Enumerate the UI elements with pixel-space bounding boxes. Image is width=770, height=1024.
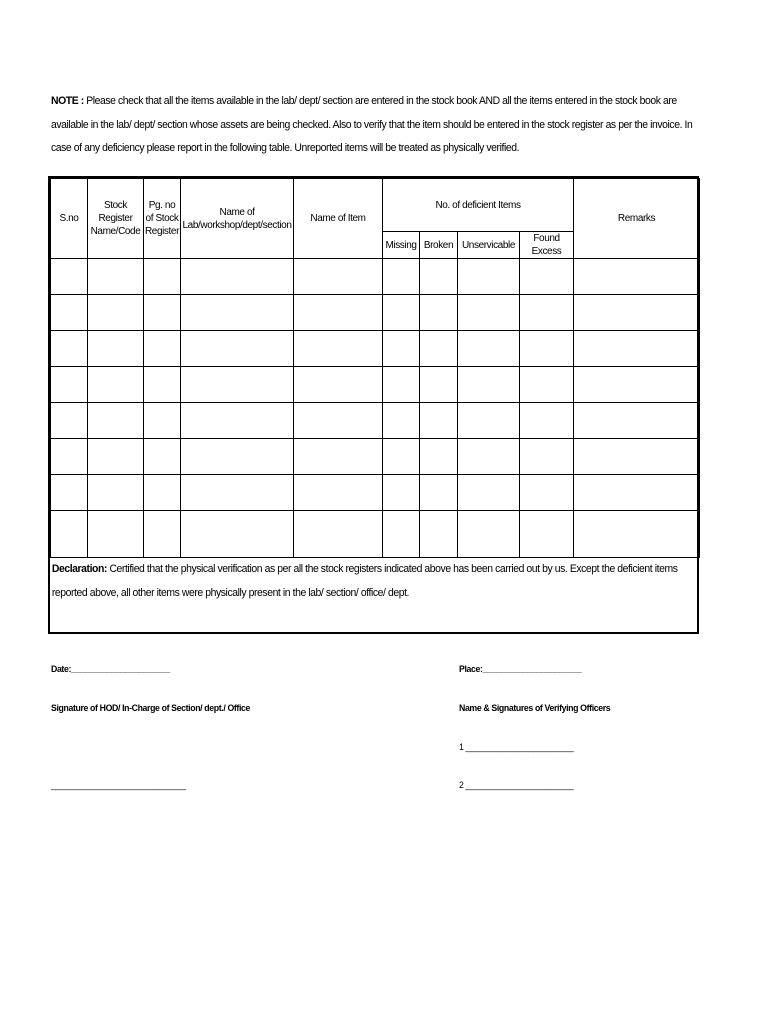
table-cell[interactable] — [88, 475, 144, 511]
table-cell[interactable] — [294, 259, 383, 295]
place-label: Place:______________________ — [459, 664, 582, 675]
table-cell[interactable] — [574, 367, 700, 403]
table-cell[interactable] — [574, 511, 700, 558]
hod-signature-line[interactable]: ______________________________ — [51, 780, 186, 791]
note-paragraph — [51, 90, 702, 161]
table-cell[interactable] — [574, 295, 700, 331]
table-cell[interactable] — [181, 475, 294, 511]
table-cell[interactable] — [144, 475, 181, 511]
date-label: Date:______________________ — [51, 664, 170, 675]
table-row — [51, 331, 700, 367]
deficiency-table — [50, 178, 700, 558]
table-cell[interactable] — [520, 367, 574, 403]
table-cell[interactable] — [383, 295, 420, 331]
place-field[interactable] — [459, 664, 581, 675]
table-cell[interactable] — [294, 295, 383, 331]
table-cell[interactable] — [144, 295, 181, 331]
table-cell[interactable] — [520, 511, 574, 558]
table-row — [51, 403, 700, 439]
hod-signature-label — [51, 703, 250, 714]
header-remarks: Remarks — [574, 179, 700, 259]
table-cell[interactable] — [294, 403, 383, 439]
table-cell[interactable] — [88, 367, 144, 403]
table-cell[interactable] — [420, 259, 458, 295]
table-cell[interactable] — [51, 331, 88, 367]
header-pg-no: Pg. no of Stock Register — [144, 179, 181, 259]
table-cell[interactable] — [383, 331, 420, 367]
table-cell[interactable] — [51, 295, 88, 331]
table-cell[interactable] — [51, 259, 88, 295]
table-cell[interactable] — [458, 259, 520, 295]
table-cell[interactable] — [574, 475, 700, 511]
table-cell[interactable] — [181, 511, 294, 558]
table-row — [51, 295, 700, 331]
table-cell[interactable] — [294, 475, 383, 511]
declaration-text: Certified that the physical verification as per all the stock registers indicated above has been carried out by us. Except the deficient items reported above, all other items were physically present in the lab/ section/ office/ dept. — [51, 563, 678, 599]
table-cell[interactable] — [51, 511, 88, 558]
table-cell[interactable] — [181, 439, 294, 475]
table-cell[interactable] — [181, 295, 294, 331]
table-cell[interactable] — [51, 475, 88, 511]
table-cell[interactable] — [144, 259, 181, 295]
table-cell[interactable] — [383, 439, 420, 475]
table-body — [51, 259, 700, 558]
table-cell[interactable] — [88, 439, 144, 475]
header-name-lab: Name of Lab/workshop/dept/section — [181, 179, 294, 259]
table-cell[interactable] — [420, 439, 458, 475]
officer-1-line[interactable]: 1 ________________________ — [459, 742, 574, 753]
table-cell[interactable] — [574, 403, 700, 439]
table-cell[interactable] — [88, 331, 144, 367]
table-cell[interactable] — [574, 439, 700, 475]
table-cell[interactable] — [294, 439, 383, 475]
table-cell[interactable] — [520, 259, 574, 295]
subheader-unservicable: Unservicable — [458, 232, 520, 259]
table-row — [51, 259, 700, 295]
table-cell[interactable] — [51, 367, 88, 403]
table-cell[interactable] — [181, 331, 294, 367]
header-name-item: Name of Item — [294, 179, 383, 259]
table-cell[interactable] — [420, 331, 458, 367]
table-cell[interactable] — [420, 295, 458, 331]
table-cell[interactable] — [420, 367, 458, 403]
table-row — [51, 439, 700, 475]
subheader-broken: Broken — [420, 232, 458, 259]
table-cell[interactable] — [144, 511, 181, 558]
table-cell[interactable] — [574, 331, 700, 367]
table-cell[interactable] — [51, 403, 88, 439]
table-cell[interactable] — [88, 511, 144, 558]
table-cell[interactable] — [144, 439, 181, 475]
table-cell[interactable] — [88, 295, 144, 331]
table-cell[interactable] — [88, 403, 144, 439]
note-label: NOTE : — [51, 95, 84, 107]
header-stock-register: Stock Register Name/Code — [88, 179, 144, 259]
subheader-missing: Missing — [383, 232, 420, 259]
table-cell[interactable] — [181, 259, 294, 295]
table-cell[interactable] — [520, 403, 574, 439]
deficiency-form — [48, 176, 699, 634]
table-cell[interactable] — [144, 403, 181, 439]
table-cell[interactable] — [294, 511, 383, 558]
table-cell[interactable] — [520, 331, 574, 367]
date-field[interactable] — [51, 664, 170, 675]
note-text: Please check that all the items available in the lab/ dept/ section are entered in the stock book AND all the items entered in the stock book are available in the lab/ dept/ section whose assets are being checked. Also to verify that the item should be entered in the stock register as per the invoice. In case of any deficiency please report in the following table. Unreported items will be treated as physically verified. — [51, 95, 693, 154]
table-cell[interactable] — [458, 439, 520, 475]
declaration — [50, 558, 694, 605]
verifying-officers-label — [459, 703, 610, 714]
hod-label-text: Signature of HOD/ In-Charge of Section/ dept./ Office — [51, 703, 251, 714]
table-cell[interactable] — [520, 439, 574, 475]
header-deficient-items: No. of deficient Items — [383, 179, 574, 232]
table-row — [51, 367, 700, 403]
table-cell[interactable] — [181, 367, 294, 403]
subheader-found-excess: Found Excess — [520, 232, 574, 259]
table-cell[interactable] — [458, 511, 520, 558]
table-cell[interactable] — [458, 403, 520, 439]
table-cell[interactable] — [383, 259, 420, 295]
table-cell[interactable] — [144, 331, 181, 367]
table-cell[interactable] — [144, 367, 181, 403]
table-row — [51, 475, 700, 511]
table-cell[interactable] — [458, 475, 520, 511]
table-cell[interactable] — [383, 475, 420, 511]
table-cell[interactable] — [294, 367, 383, 403]
table-cell[interactable] — [383, 403, 420, 439]
table-cell[interactable] — [520, 475, 574, 511]
table-cell[interactable] — [520, 295, 574, 331]
table-cell[interactable] — [458, 367, 520, 403]
header-sno: S.no — [51, 179, 88, 259]
table-cell[interactable] — [420, 475, 458, 511]
table-cell[interactable] — [574, 259, 700, 295]
table-cell[interactable] — [458, 331, 520, 367]
table-cell[interactable] — [420, 511, 458, 558]
verifying-label-text: Name & Signatures of Verifying Officers — [459, 703, 611, 714]
table-cell[interactable] — [88, 259, 144, 295]
table-cell[interactable] — [51, 439, 88, 475]
table-cell[interactable] — [294, 331, 383, 367]
officer-2-line[interactable]: 2 ________________________ — [459, 780, 574, 791]
table-cell[interactable] — [420, 403, 458, 439]
table-row — [51, 511, 700, 558]
table-cell[interactable] — [458, 295, 520, 331]
table-cell[interactable] — [383, 367, 420, 403]
table-cell[interactable] — [383, 511, 420, 558]
declaration-label: Declaration: — [51, 563, 107, 575]
table-cell[interactable] — [181, 403, 294, 439]
